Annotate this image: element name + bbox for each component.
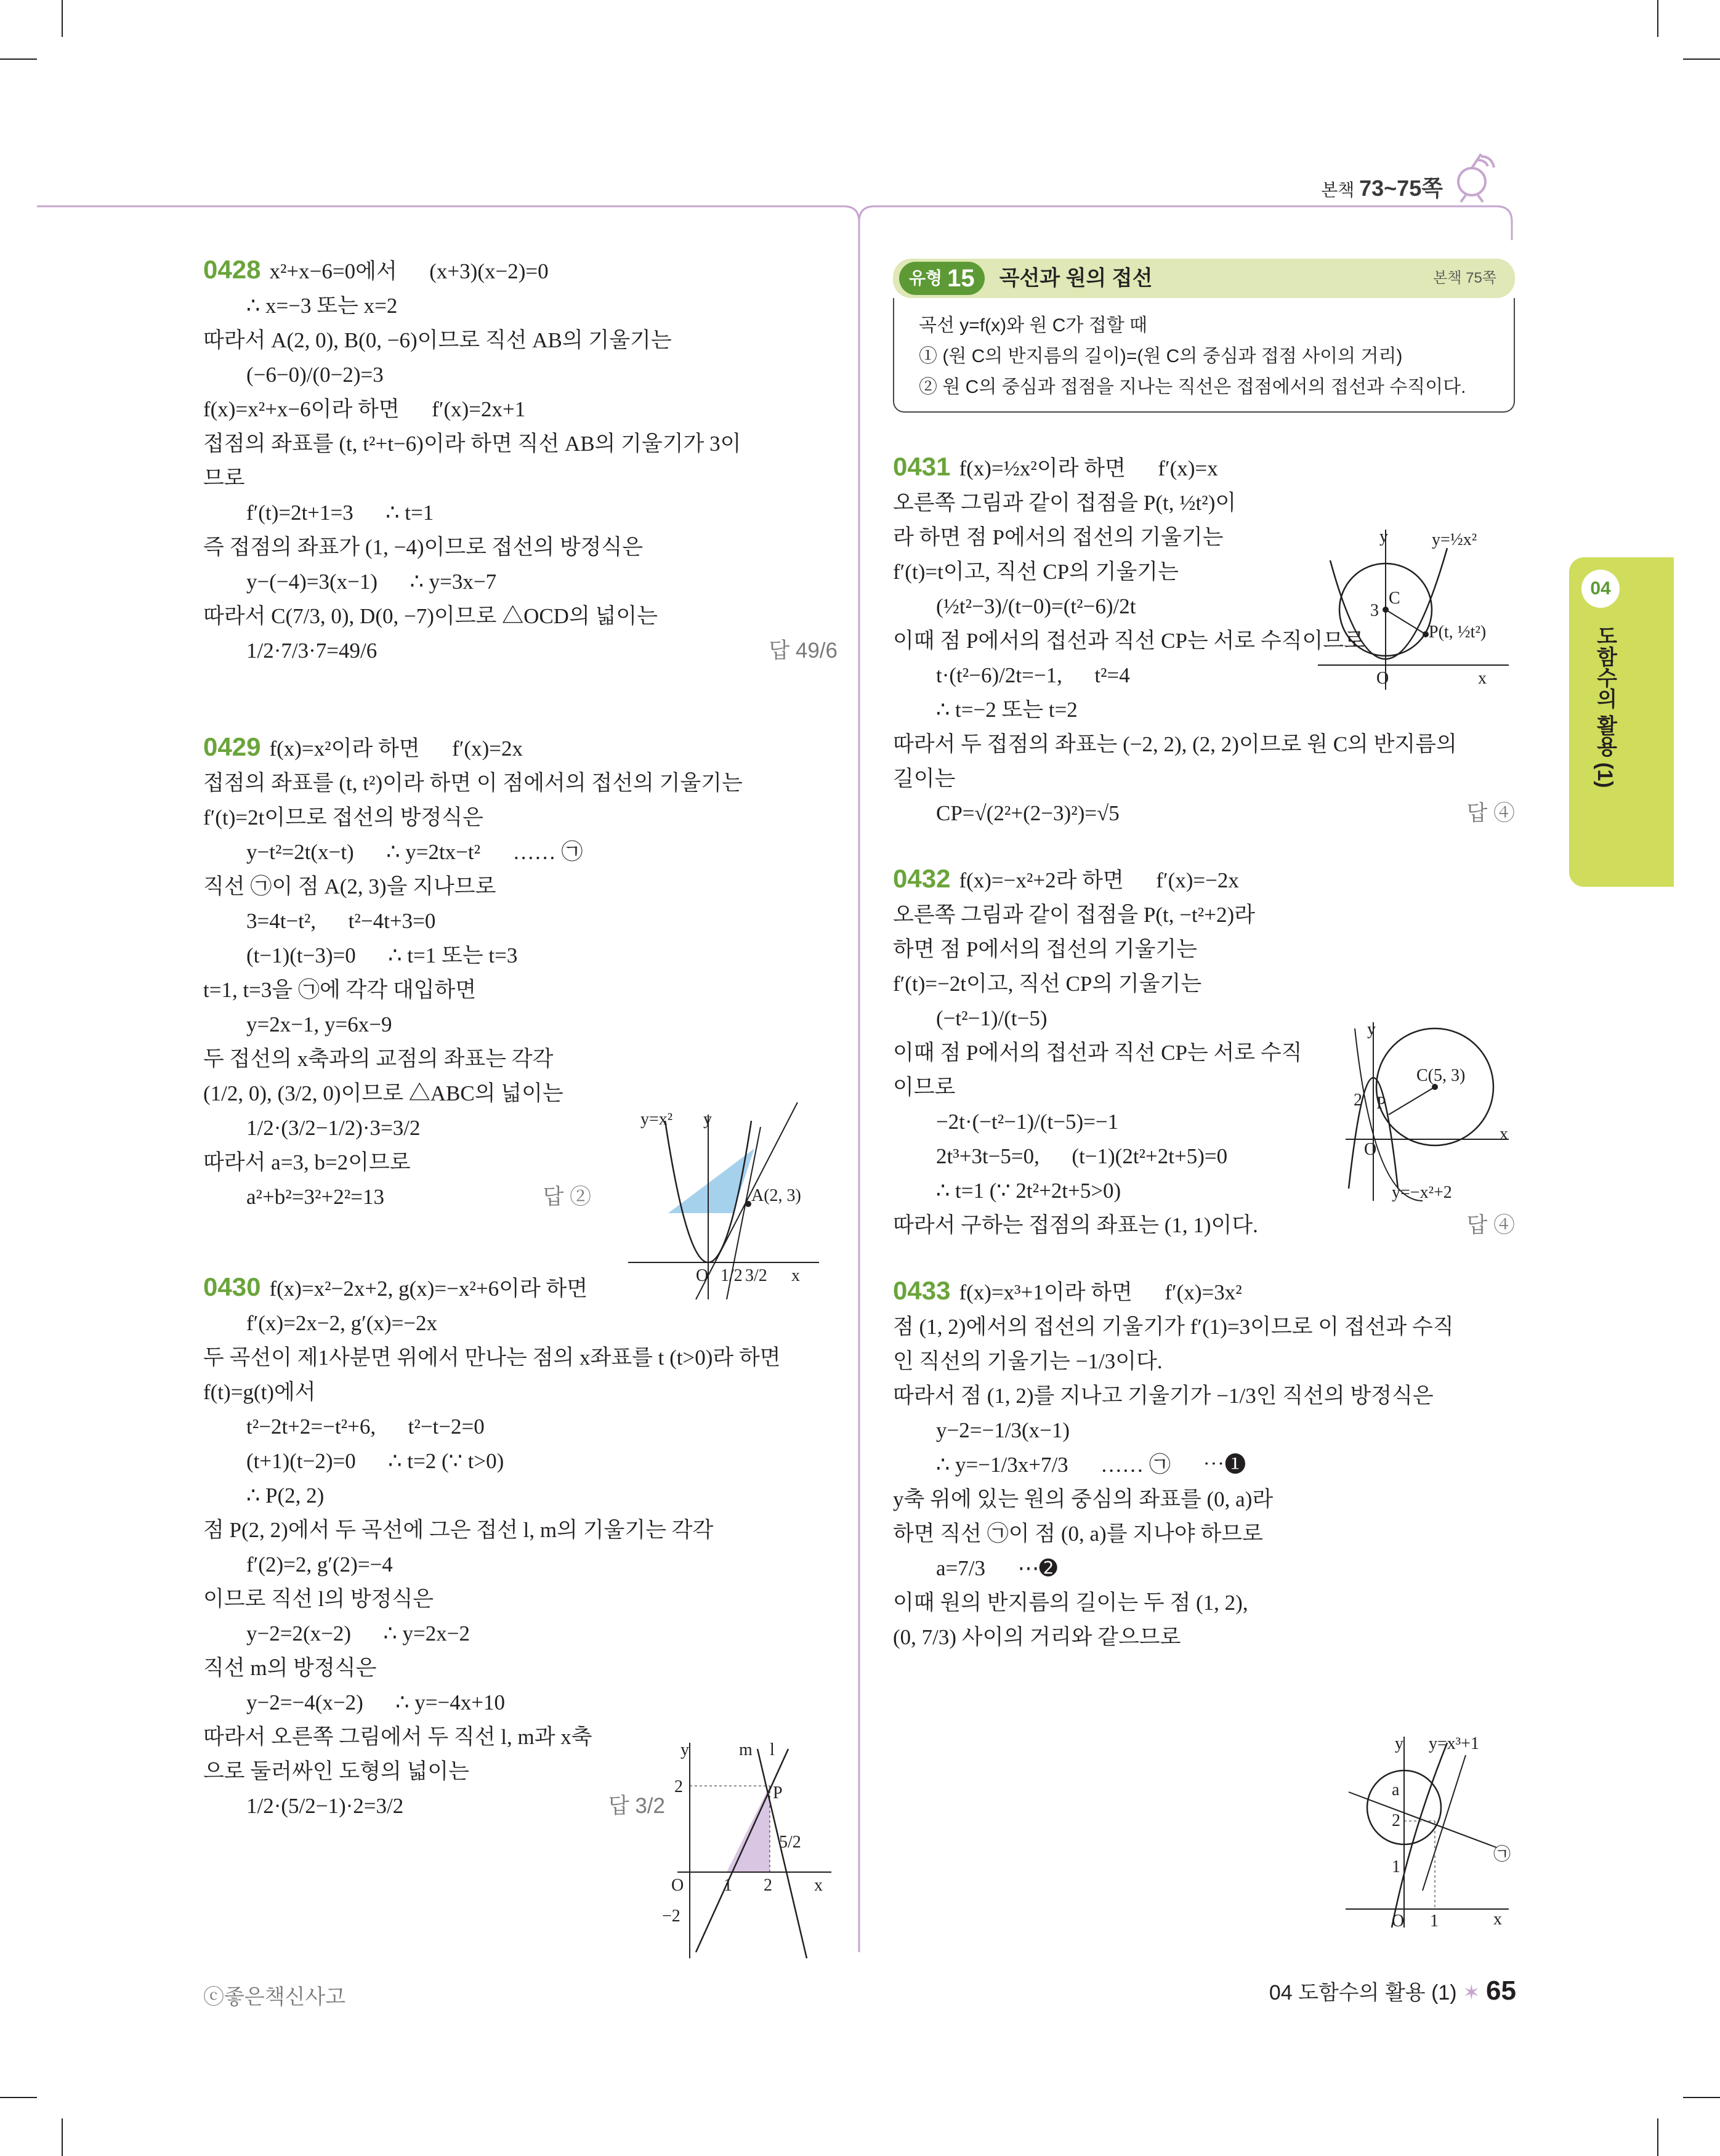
- solution-line: f(x)=x²이라 하면 f′(x)=2x: [269, 737, 523, 761]
- origin-label: O: [696, 1266, 709, 1285]
- tick-label: 3/2: [745, 1266, 767, 1285]
- solution-line: 라 하면 점 P에서의 접선의 기울기는: [893, 525, 1224, 549]
- answer-badge: 답 ④: [1466, 801, 1515, 825]
- answer-badge: 답 3/2: [608, 1794, 665, 1818]
- center-label: C: [1389, 589, 1400, 608]
- problem-0433: [893, 1274, 1515, 1655]
- solution-line: 이므로: [893, 1075, 956, 1099]
- solution-line: CP=√(2²+(2−3)²)=√5: [936, 801, 1120, 825]
- solution-line: f′(t)=t이고, 직선 CP의 기울기는: [893, 560, 1179, 584]
- origin-label: O: [1392, 1912, 1405, 1931]
- point-a: [745, 1201, 751, 1207]
- header-ref-pages: 73~75쪽: [1359, 176, 1443, 201]
- solution-line: f(x)=x²−2x+2, g(x)=−x²+6이라 하면: [269, 1277, 588, 1301]
- solution-line: 따라서 C(7/3, 0), D(0, −7)이므로 △OCD의 넓이는: [203, 604, 658, 628]
- figure-0429-graph: [622, 1102, 825, 1306]
- solution-line: f(x)=−x²+2라 하면 f′(x)=−2x: [959, 868, 1239, 892]
- radius-cp: [1386, 610, 1426, 634]
- footer-chapter-title: 04 도함수의 활용 (1): [1269, 1981, 1457, 2005]
- figure-0430-graph: [653, 1737, 838, 1964]
- axis-label: y: [703, 1110, 712, 1129]
- solution-line: (t+1)(t−2)=0 ∴ t=2 (∵ t>0): [246, 1449, 504, 1473]
- solution-line: a²+b²=3²+2²=13: [246, 1185, 384, 1209]
- solution-line: 따라서 구하는 접점의 좌표는 (1, 1)이다.: [893, 1213, 1258, 1237]
- solution-line: 직선 ㉠이 점 A(2, 3)을 지나므로: [203, 874, 496, 898]
- tick-label: a: [1392, 1780, 1400, 1799]
- solution-line: f′(x)=2x−2, g′(x)=−2x: [246, 1311, 438, 1335]
- problem-number: 0432: [893, 864, 951, 893]
- axis-label: y: [1395, 1734, 1403, 1753]
- point-label: A(2, 3): [751, 1186, 801, 1205]
- solution-line: 1/2·7/3·7=49/6: [246, 639, 378, 663]
- curve-label: y=x²: [640, 1110, 673, 1129]
- header-ref-label: 본책: [1321, 180, 1355, 200]
- solution-line: 1/2·(3/2−1/2)·3=3/2: [246, 1116, 421, 1140]
- tick-label: 1: [1430, 1912, 1439, 1931]
- answer-badge: 답 49/6: [769, 639, 838, 663]
- tick-label: 2: [674, 1777, 683, 1796]
- left-column: [203, 252, 838, 1879]
- figure-0432-graph: [1342, 1016, 1515, 1213]
- curve-label: y=−x²+2: [1392, 1183, 1452, 1202]
- tick-label: 2: [764, 1876, 772, 1895]
- solution-line: 하면 직선 ㉠이 점 (0, a)를 지나야 하므로: [893, 1522, 1263, 1546]
- axis-label: x: [1478, 669, 1487, 688]
- solution-line: 따라서 A(2, 0), B(0, −6)이므로 직선 AB의 기울기는: [203, 328, 672, 352]
- line-label: m: [739, 1740, 753, 1759]
- solution-line: f′(t)=2t+1=3 ∴ t=1: [246, 501, 434, 525]
- footer-copyright: ⓒ좋은책신사고: [203, 1985, 346, 2009]
- solution-line: −2t·(−t²−1)/(t−5)=−1: [936, 1110, 1119, 1134]
- chapter-side-tab[interactable]: [1569, 557, 1674, 887]
- solution-line: t·(t²−6)/2t=−1, t²=4: [936, 663, 1130, 687]
- type-header: [893, 259, 1515, 298]
- tick-label: 2: [1392, 1811, 1400, 1830]
- solution-line: 으로 둘러싸인 도형의 넓이는: [203, 1759, 469, 1783]
- solution-line: 1/2·(5/2−1)·2=3/2: [246, 1794, 404, 1818]
- solution-line: y축 위에 있는 원의 중심의 좌표를 (0, a)라: [893, 1487, 1274, 1511]
- solution-line: 접점의 좌표를 (t, t²)이라 하면 이 점에서의 접선의 기울기는: [203, 771, 743, 795]
- point-label: P: [1376, 1094, 1386, 1113]
- answer-badge: 답 ②: [543, 1185, 591, 1209]
- problem-number: 0428: [203, 255, 261, 284]
- right-column: [893, 259, 1515, 1710]
- point-label: P(t, ½t²): [1429, 623, 1487, 642]
- axis-label: x: [791, 1266, 800, 1285]
- solution-line: 점 (1, 2)에서의 접선의 기울기가 f′(1)=3이므로 이 접선과 수직: [893, 1315, 1454, 1339]
- solution-line: 두 곡선이 제1사분면 위에서 만나는 점의 x좌표를 t (t>0)라 하면: [203, 1346, 781, 1370]
- axis-label: x: [1500, 1124, 1508, 1144]
- solution-line: ∴ P(2, 2): [246, 1484, 325, 1508]
- footer-separator: ✶: [1463, 1981, 1480, 2005]
- solution-line: x²+x−6=0에서 (x+3)(x−2)=0: [269, 259, 549, 283]
- solution-line: 므로: [203, 466, 245, 490]
- solution-line: y=2x−1, y=6x−9: [246, 1012, 392, 1036]
- solution-line: 두 접선의 x축과의 교점의 좌표는 각각: [203, 1047, 554, 1071]
- solution-line: 따라서 두 접점의 좌표는 (−2, 2), (2, 2)이므로 원 C의 반지름의: [893, 732, 1457, 756]
- solution-line: 이때 점 P에서의 접선과 직선 CP는 서로 수직: [893, 1041, 1302, 1065]
- curve-label: y=x³+1: [1429, 1734, 1479, 1753]
- tick-label: 5/2: [779, 1833, 801, 1852]
- origin-label: O: [1364, 1140, 1377, 1159]
- solution-line: f′(t)=−2t이고, 직선 CP의 기울기는: [893, 972, 1202, 996]
- summary-line: ② 원 C의 중심과 접점을 지나는 직선은 접점에서의 접선과 수직이다.: [919, 377, 1466, 397]
- curve-label: y=½x²: [1432, 530, 1477, 549]
- solution-line: f(t)=g(t)에서: [203, 1380, 316, 1404]
- solution-line: (1/2, 0), (3/2, 0)이므로 △ABC의 넓이는: [203, 1081, 563, 1105]
- type-ref: 본책 75쪽: [1433, 270, 1496, 286]
- center-label: C(5, 3): [1416, 1066, 1466, 1085]
- solution-line: (0, 7/3) 사이의 거리와 같으므로: [893, 1625, 1181, 1649]
- page-number: 65: [1486, 1976, 1516, 2006]
- tick-label: 1/2: [721, 1266, 743, 1285]
- type-badge-label: 유형: [909, 268, 943, 288]
- axis-label: x: [814, 1876, 823, 1895]
- solution-line: 즉 접점의 좌표가 (1, −4)이므로 접선의 방정식은: [203, 535, 644, 559]
- solution-line: a=7/3 ⋯➋: [936, 1556, 1057, 1580]
- type-badge: [899, 262, 985, 295]
- summary-line: ① (원 C의 반지름의 길이)=(원 C의 중심과 접점 사이의 거리): [919, 346, 1403, 366]
- solution-line: 이므로 직선 l의 방정식은: [203, 1587, 434, 1611]
- summary-line: 곡선 y=f(x)와 원 C가 접할 때: [919, 315, 1148, 336]
- type-number: 15: [947, 265, 975, 292]
- tick-label: 1: [724, 1876, 732, 1895]
- tick-label: −2: [662, 1907, 680, 1926]
- solution-line: 따라서 a=3, b=2이므로: [203, 1150, 411, 1174]
- axis-label: x: [1493, 1910, 1502, 1929]
- line-l: [696, 1749, 788, 1952]
- solution-line: 오른쪽 그림과 같이 접점을 P(t, ½t²)이: [893, 491, 1237, 515]
- answer-badge: 답 ④: [1466, 1213, 1515, 1237]
- origin-label: O: [1376, 669, 1389, 688]
- type-title: 곡선과 원의 접선: [999, 267, 1153, 290]
- line-label: ㉠: [1493, 1845, 1511, 1864]
- problem-number: 0433: [893, 1276, 951, 1305]
- solution-line: y−2=2(x−2) ∴ y=2x−2: [246, 1621, 470, 1645]
- solution-line: 하면 점 P에서의 접선의 기울기는: [893, 937, 1197, 961]
- footer-chapter: [1269, 1976, 1516, 2006]
- axis-label: y: [1379, 527, 1388, 546]
- shaded-triangle: [727, 1786, 770, 1872]
- chapter-tab-label: 도함수의 활용 (1): [1593, 625, 1617, 788]
- problem-number: 0430: [203, 1272, 261, 1301]
- solution-line: (t−1)(t−3)=0 ∴ t=1 또는 t=3: [246, 943, 518, 967]
- solution-line: 이때 점 P에서의 접선과 직선 CP는 서로 수직이므로: [893, 629, 1365, 653]
- solution-line: y−2=−1/3(x−1): [936, 1418, 1070, 1442]
- figure-0433-graph: [1342, 1730, 1515, 1934]
- solution-line: 따라서 점 (1, 2)를 지나고 기울기가 −1/3인 직선의 방정식은: [893, 1384, 1434, 1408]
- axis-label: y: [680, 1740, 689, 1759]
- solution-line: 길이는: [893, 767, 956, 791]
- solution-line: y−2=−4(x−2) ∴ y=−4x+10: [246, 1690, 505, 1714]
- solution-line: 따라서 오른쪽 그림에서 두 직선 l, m과 x축: [203, 1725, 592, 1749]
- solution-line: y−(−4)=3(x−1) ∴ y=3x−7: [246, 570, 497, 594]
- axis-label: y: [1367, 1020, 1376, 1039]
- solution-line: 2t³+3t−5=0, (t−1)(2t²+2t+5)=0: [936, 1144, 1228, 1168]
- tick-label: 1: [1392, 1857, 1400, 1876]
- type-summary: [893, 298, 1515, 413]
- solution-line: 3=4t−t², t²−4t+3=0: [246, 909, 436, 933]
- solution-line: 인 직선의 기울기는 −1/3이다.: [893, 1349, 1163, 1373]
- solution-line: t=1, t=3을 ㉠에 각각 대입하면: [203, 978, 477, 1002]
- solution-line: (½t²−3)/(t−0)=(t²−6)/2t: [936, 594, 1136, 618]
- solution-line: 점 P(2, 2)에서 두 곡선에 그은 접선 l, m의 기울기는 각각: [203, 1518, 714, 1542]
- problem-number: 0429: [203, 732, 261, 761]
- satellite-icon: [1447, 148, 1503, 203]
- header-page-ref: [1321, 171, 1443, 203]
- point-p: [1423, 631, 1429, 637]
- type-15-box: [893, 259, 1515, 413]
- chapter-tab-number: 04: [1581, 570, 1620, 608]
- solution-line: f(x)=½x²이라 하면 f′(x)=x: [959, 456, 1218, 480]
- line-label: l: [770, 1740, 775, 1759]
- solution-line: ∴ t=−2 또는 t=2: [936, 698, 1078, 722]
- point-label: P: [773, 1783, 783, 1803]
- solution-line: y−t²=2t(x−t) ∴ y=2tx−t² …… ㉠: [246, 840, 583, 864]
- solution-line: t²−2t+2=−t²+6, t²−t−2=0: [246, 1415, 485, 1439]
- problem-number: 0431: [893, 452, 951, 481]
- solution-line: f(x)=x³+1이라 하면 f′(x)=3x²: [959, 1280, 1242, 1304]
- tick-label: 3: [1370, 601, 1379, 620]
- solution-line: (−t²−1)/(t−5): [936, 1006, 1048, 1030]
- solution-line: 이때 원의 반지름의 길이는 두 점 (1, 2),: [893, 1591, 1248, 1615]
- solution-line: 직선 m의 방정식은: [203, 1656, 377, 1680]
- solution-line: ∴ t=1 (∵ 2t²+2t+5>0): [936, 1179, 1121, 1203]
- radius-cp: [1389, 1087, 1435, 1115]
- solution-line: 오른쪽 그림과 같이 접점을 P(t, −t²+2)라: [893, 903, 1255, 927]
- solution-line: 접점의 좌표를 (t, t²+t−6)이라 하면 직선 AB의 기울기가 3이: [203, 432, 741, 456]
- origin-label: O: [671, 1876, 684, 1895]
- solution-line: (−6−0)/(0−2)=3: [246, 363, 384, 387]
- solution-line: ∴ x=−3 또는 x=2: [246, 294, 398, 318]
- solution-line: ∴ y=−1/3x+7/3 …… ㉠ ⋯➊: [936, 1453, 1246, 1477]
- tick-label: 2: [1354, 1091, 1362, 1110]
- figure-0431-graph: [1312, 523, 1515, 696]
- solution-line: f(x)=x²+x−6이라 하면 f′(x)=2x+1: [203, 397, 526, 421]
- problem-0428: [203, 252, 838, 668]
- solution-line: f′(2)=2, g′(2)=−4: [246, 1552, 393, 1577]
- solution-line: f′(t)=2t이므로 접선의 방정식은: [203, 805, 483, 830]
